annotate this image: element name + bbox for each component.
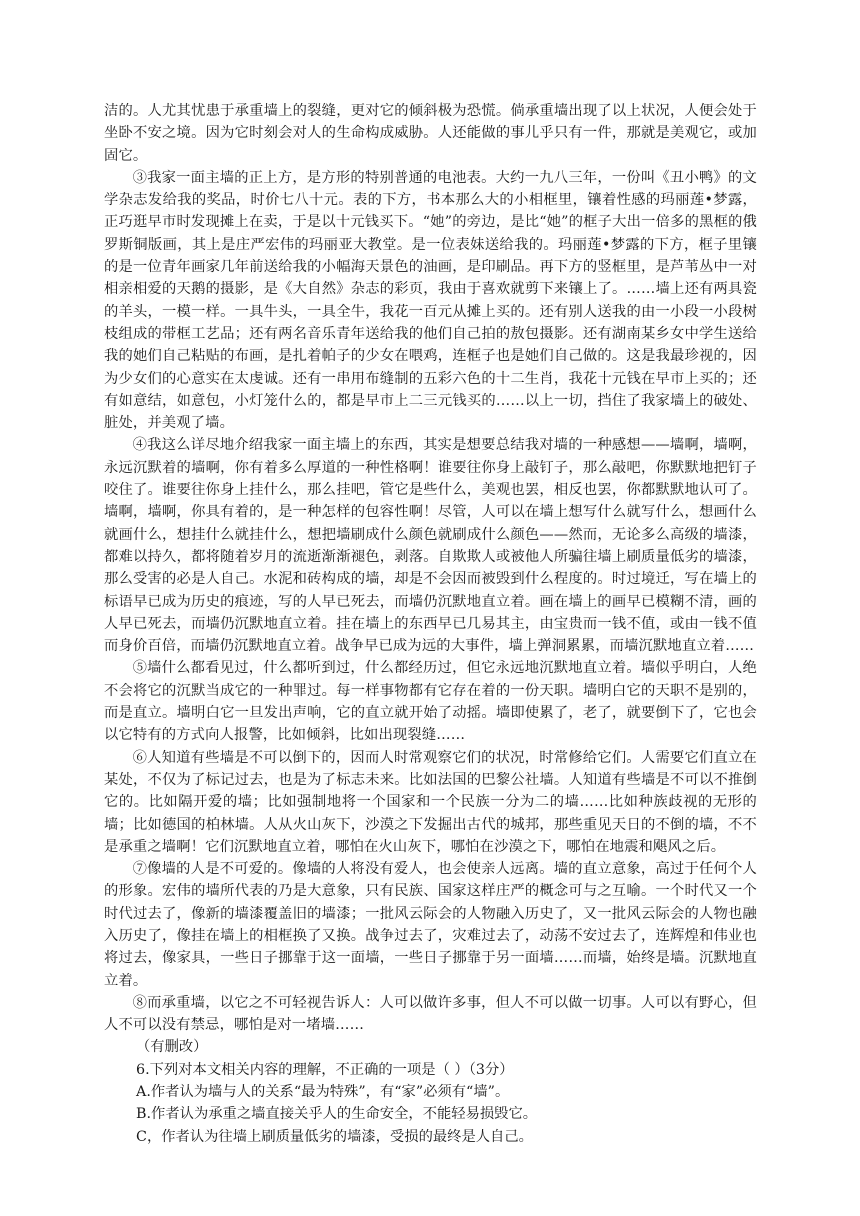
source-note: （有删改） (136, 1039, 208, 1056)
paragraph-5: ⑤墙什么都看见过，什么都听到过，什么都经历过，但它永远地沉默地直立着。墙似乎明白，人绝不会将它的沉默当成它的一种罪过。每一样事物都有它存在着的一份天职。墙明白它的天职不是别的，而是直立。墙明白它一旦发出声响，它的直立就开始了动摇。墙即使累了，老了，就要倒下了，它也会以它特有的方式向人报警，比如倾斜，比如出现裂缝…… (104, 660, 757, 744)
paragraph-8: ⑧而承重墙，以它之不可轻视告诉人：人可以做许多事，但人不可以做一切事。人可以有野心，但人不可以没有禁忌，哪怕是对一堵墙…… (104, 994, 757, 1034)
paragraph-4: ④我这么详尽地介绍我家一面主墙上的东西，其实是想要总结我对墙的一种感想——墙啊，墙啊，永远沉默着的墙啊，你有着多么厚道的一种性格啊！谁要往你身上敲钉子，那么敲吧，你默默地把钉子咬住了。谁要往你身上挂什么，那么挂吧，管它是些什么，美观也罢，相反也罢，你都默默地认可了。墙啊，墙啊，你具有着的，是一种怎样的包容性啊！尽管，人可以在墙上想写什么就写什么，想画什么就画什么，想挂什么就挂什么，想把墙刷成什么颜色就刷成什么颜色——然而，无论多么高级的墙漆，都难以持久，都将随着岁月的流逝渐渐褪色，剥落。自欺欺人或被他人所骗往墙上刷质量低劣的墙漆，那么受害的必是人自己。水泥和砖构成的墙，却是不会因而被毁到什么程度的。时过境迁，写在墙上的标语早已成为历史的痕迹，写的人早已死去，而墙仍沉默地直立着。画在墙上的画早已模糊不清，画的人早已死去，而墙仍沉默地直立着。挂在墙上的东西早已几易其主，由宝贵而一钱不值，或由一钱不值而身价百倍，而墙仍沉默地直立着。战争早已成为远的大事件，墙上弹洞累累，而墙沉默地直立着…… (104, 437, 757, 655)
reading-passage (104, 100, 757, 1036)
option-b: B.作者认为承重之墙直接关乎人的生命安全，不能轻易损毁它。 (136, 1106, 538, 1123)
question-block (104, 1059, 757, 1148)
paragraph-3: ③我家一面主墙的正上方，是方形的特别普通的电池表。大约一九八三年，一份叫《丑小鸭》的文学杂志发给我的奖品，时价七八十元。表的下方，书本那么大的小相框里，镶着性感的玛丽莲•梦露，正巧逛早市时发现摊上在卖，于是以十元钱买下。“她”的旁边，是比“她”的框子大出一倍多的黑框的俄罗斯铜版画，其上是庄严宏伟的玛丽亚大教堂。是一位表妹送给我的。玛丽莲•梦露的下方，框子里镶的是一位青年画家几年前送给我的小幅海天景色的油画，是印刷品。再下方的竖框里，是芦苇丛中一对相亲相爱的天鹅的摄影，是《大自然》杂志的彩页，我由于喜欢就剪下来镶上了。……墙上还有两具瓷的羊头，一模一样。一具牛头，一具全牛，我花一百元从摊上买的。还有别人送我的由一小段一小段树枝组成的带框工艺品；还有两名音乐青年送给我的他们自己拍的敖包摄影。还有湖南某乡女中学生送给我的她们自己粘贴的布画，是扎着帕子的少女在喂鸡，连框子也是她们自己做的。这是我最珍视的，因为少女们的心意实在太虔诚。还有一串用布缝制的五彩六色的十二生肖，我花十元钱在早市上买的；还有如意结，如意包，小灯笼什么的，都是早市上二三元钱买的……以上一切，挡住了我家墙上的破处、脏处，并美观了墙。 (104, 169, 757, 432)
paragraph-continued: 洁的。人尤其忧患于承重墙上的裂缝，更对它的倾斜极为恐慌。倘承重墙出现了以上状况，人便会处于坐卧不安之境。因为它时刻会对人的生命构成威胁。人还能做的事儿乎只有一件，那就是美观它，或加固它。 (104, 103, 757, 164)
option-c: C，作者认为往墙上刷质量低劣的墙漆，受损的最终是人自己。 (136, 1128, 533, 1145)
paragraph-6: ⑥人知道有些墙是不可以倒下的，因而人时常观察它们的状况，时常修给它们。人需要它们直立在某处，不仅为了标记过去，也是为了标志未来。比如法国的巴黎公社墙。人知道有些墙是不可以不推倒它的。比如隔开爱的墙；比如强制地将一个国家和一个民族一分为二的墙……比如种族歧视的无形的墙；比如德国的柏林墙。人从火山灰下，沙漠之下发掘出古代的城邦，那些重见天日的不倒的墙，不不是承重之墙啊！它们沉默地直立着，哪怕在火山灰下，哪怕在沙漠之下，哪怕在地震和飓风之后。 (104, 749, 757, 855)
option-a: A.作者认为墙与人的关系“最为特殊”，有“家”必须有“墙”。 (136, 1084, 510, 1101)
paragraph-7: ⑦像墙的人是不可爱的。像墙的人将没有爱人，也会使亲人远离。墙的直立意象，高过于任何个人的形象。宏伟的墙所代表的乃是大意象，只有民族、国家这样庄严的概念可与之互喻。一个时代又一个时代过去了，像新的墙漆覆盖旧的墙漆；一批风云际会的人物融入历史了，又一批风云际会的人物也融入历史了，像挂在墙上的相框换了又换。战争过去了，灾难过去了，动荡不安过去了，连辉煌和伟业也将过去，像家具，一些日子挪靠于这一面墙，一些日子挪靠于另一面墙……而墙，始终是墙。沉默地直立着。 (104, 861, 757, 989)
question-stem: 6.下列对本文相关内容的理解，不正确的一项是（ ）（3分） (136, 1061, 514, 1078)
